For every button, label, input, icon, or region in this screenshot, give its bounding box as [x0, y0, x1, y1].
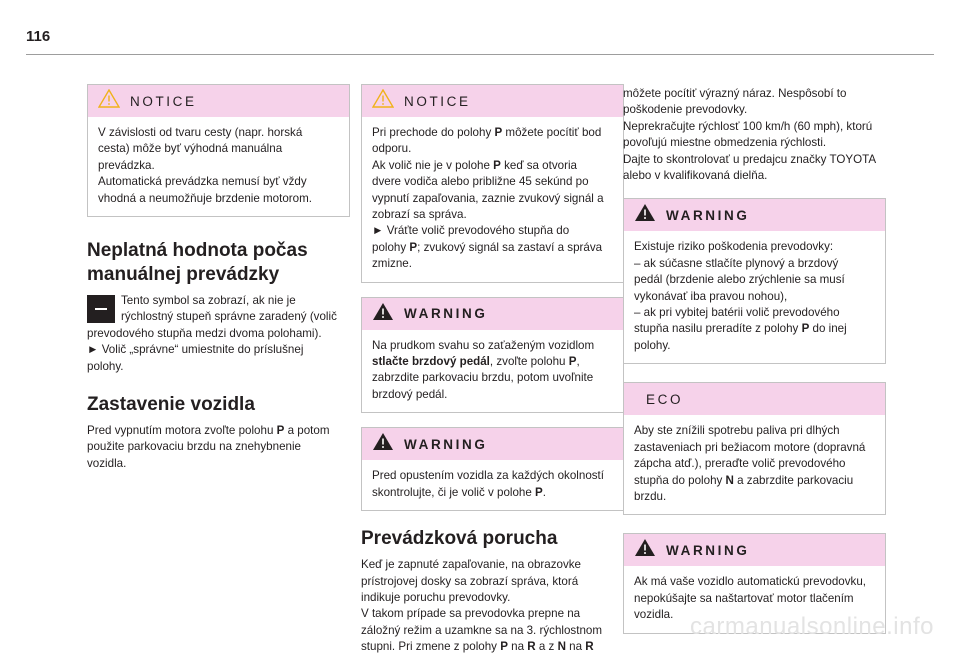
- text-line: Pred vypnutím motora zvoľte polohu P a potom: [87, 424, 330, 438]
- eco-box: [623, 382, 886, 515]
- warning-header: [624, 534, 885, 566]
- text-line: skontrolujte, či je volič v polohe P.: [372, 485, 547, 499]
- section-heading: [87, 239, 350, 287]
- text-line: Ak má vaše vozidlo automatickú prevodovku,: [634, 575, 866, 589]
- notice-box: [361, 84, 624, 283]
- text-line: Pri prechode do polohy P môžete pocítiť bod: [372, 126, 602, 139]
- eco-title: ECO: [646, 391, 684, 407]
- warning-body: [624, 231, 885, 363]
- top-rule: [26, 54, 934, 55]
- text-line: vozidla.: [87, 456, 127, 470]
- text-line: pedál (brzdenie alebo zrýchlenie sa musí: [634, 273, 845, 287]
- heading-line: manuálnej prevádzky: [87, 264, 280, 286]
- text-line: ► Volič „správne“ umiestnite do príslušnej: [87, 343, 304, 357]
- text-line: stlačte brzdový pedál, zvoľte polohu P,: [372, 355, 580, 369]
- column-3: [623, 84, 886, 648]
- text-line: povoľujú miestne obmedzenia rýchlosti.: [623, 136, 827, 150]
- text-line: Existuje riziko poškodenia prevodovky:: [634, 240, 834, 254]
- text-line: cesta) môže byť výhodná manuálna: [98, 142, 283, 156]
- page-number: 116: [26, 28, 51, 45]
- warning-box: [361, 297, 624, 414]
- warning-header: [624, 199, 885, 231]
- text-line: V takom prípade sa prevodovka prepne na: [361, 607, 581, 621]
- warning-title: WARNING: [666, 207, 750, 223]
- warning-header: [362, 298, 623, 330]
- text-line: zmizne.: [372, 257, 412, 271]
- text-line: indikuje poruchu prevodovky.: [361, 590, 511, 604]
- heading-line: Neplatná hodnota počas: [87, 240, 308, 262]
- text-line: polohy.: [634, 338, 671, 352]
- section-heading: Zastavenie vozidla: [87, 394, 255, 416]
- warning-box: [623, 198, 886, 364]
- text-line: záložný režim a uzamkne sa na 3. rýchlostnom: [361, 623, 602, 637]
- gear-error-symbol-icon: [87, 295, 115, 323]
- text-line: vykonávať iba pravou nohou),: [634, 289, 788, 303]
- warning-triangle-icon: [634, 538, 656, 562]
- text-line: prevádzka.: [98, 158, 155, 172]
- text-line: – ak súčasne stlačíte plynový a brzdový: [634, 256, 839, 270]
- text-line: zastaveniach pri bežiacom motore (dopravná: [634, 440, 866, 454]
- text-line: Keď je zapnuté zapaľovanie, na obrazovke: [361, 558, 581, 572]
- notice-header: [362, 85, 623, 117]
- text-line: zápcha atď.), preraďte volič prevodového: [634, 457, 846, 471]
- notice-body: [362, 117, 623, 282]
- section-text-continued: [623, 86, 886, 184]
- warning-box: [361, 427, 624, 511]
- text-line: dvere vodiča alebo približne 45 sekúnd po: [372, 175, 589, 189]
- notice-triangle-icon: [98, 89, 120, 113]
- text-line: môžete pocítiť výrazný náraz. Nespôsobí to: [623, 87, 847, 100]
- text-line: Na prudkom svahu so zaťaženým vozidlom: [372, 338, 595, 352]
- notice-triangle-icon: [372, 89, 394, 113]
- warning-triangle-icon: [372, 302, 394, 326]
- text-line: použite parkovaciu brzdu na znehybnenie: [87, 440, 301, 454]
- warning-body: [362, 330, 623, 413]
- text-line: vhodná a neumožňuje brzdenie motorom.: [98, 191, 312, 205]
- section-text: [87, 423, 350, 472]
- text-line: rýchlostný stupeň správne zaradený (volič: [121, 310, 337, 324]
- watermark: carmanualsonline.info: [690, 613, 934, 640]
- text-line: Ak volič nie je v polohe P keď sa otvoria: [372, 158, 577, 172]
- text-line: zabrzdite parkovaciu brzdu, potom uvoľnite: [372, 371, 594, 385]
- text-line: Automatická prevádzka nemusí byť vždy: [98, 175, 307, 189]
- text-line: Aby ste znížili spotrebu paliva pri dlhých: [634, 424, 840, 438]
- warning-body: [362, 460, 623, 510]
- text-line: V závislosti od tvaru cesty (napr. horská: [98, 126, 303, 139]
- text-line: brzdový pedál.: [372, 387, 448, 401]
- notice-title: NOTICE: [404, 93, 471, 109]
- text-line: ► Vráťte volič prevodového stupňa do: [372, 224, 570, 238]
- text-line: polohy P; zvukový signál sa zastaví a správa: [372, 240, 603, 254]
- notice-header: [88, 85, 349, 117]
- text-line: odporu.: [372, 142, 412, 156]
- section-text: [87, 293, 350, 375]
- warning-triangle-icon: [634, 203, 656, 227]
- eco-header: [624, 383, 885, 415]
- text-line: vypnutí zapaľovania, zaznie zvukový signál a: [372, 191, 604, 205]
- section-heading: Prevádzková porucha: [361, 528, 558, 550]
- text-line: Pred opustením vozidla za každých okolností: [372, 469, 604, 483]
- text-line: stupňa nasilu preradíte z polohy P do inej: [634, 322, 847, 336]
- text-line: Dajte to skontrolovať u predajcu značky TOYOTA: [623, 152, 877, 166]
- text-line: prevodového stupňa medzi dvoma polohami).: [87, 326, 322, 340]
- notice-body: [88, 117, 349, 216]
- notice-title: NOTICE: [130, 93, 197, 109]
- text-line: prístrojovej dosky sa zobrazí správa, ktorá: [361, 574, 579, 588]
- text-line: polohy.: [87, 359, 124, 373]
- column-2: [361, 84, 624, 656]
- text-line: Neprekračujte rýchlosť 100 km/h (60 mph), ktorú: [623, 119, 873, 133]
- text-line: – ak pri vybitej batérii volič prevodového: [634, 306, 840, 320]
- text-line: stupni. Pri zmene z polohy P na R a z N na R: [361, 640, 594, 654]
- warning-title: WARNING: [404, 306, 488, 322]
- eco-body: [624, 415, 885, 514]
- text-line: stupňa do polohy N a zabrzdite parkovaciu: [634, 473, 854, 487]
- notice-box: [87, 84, 350, 217]
- warning-triangle-icon: [372, 432, 394, 456]
- warning-title: WARNING: [404, 436, 488, 452]
- text-line: zobrazí sa správa.: [372, 208, 467, 222]
- text-line: Tento symbol sa zobrazí, ak nie je: [121, 294, 296, 308]
- text-line: alebo v kvalifikovaná dielňa.: [623, 169, 768, 183]
- warning-title: WARNING: [666, 542, 750, 558]
- column-1: [87, 84, 350, 472]
- text-line: brzdu.: [634, 489, 667, 503]
- text-line: nepokúšajte sa naštartovať motor tlačením: [634, 591, 854, 605]
- section-text: [361, 557, 624, 655]
- text-line: poškodenie prevodovky.: [623, 103, 748, 117]
- text-line: vozidla.: [634, 608, 674, 622]
- warning-header: [362, 428, 623, 460]
